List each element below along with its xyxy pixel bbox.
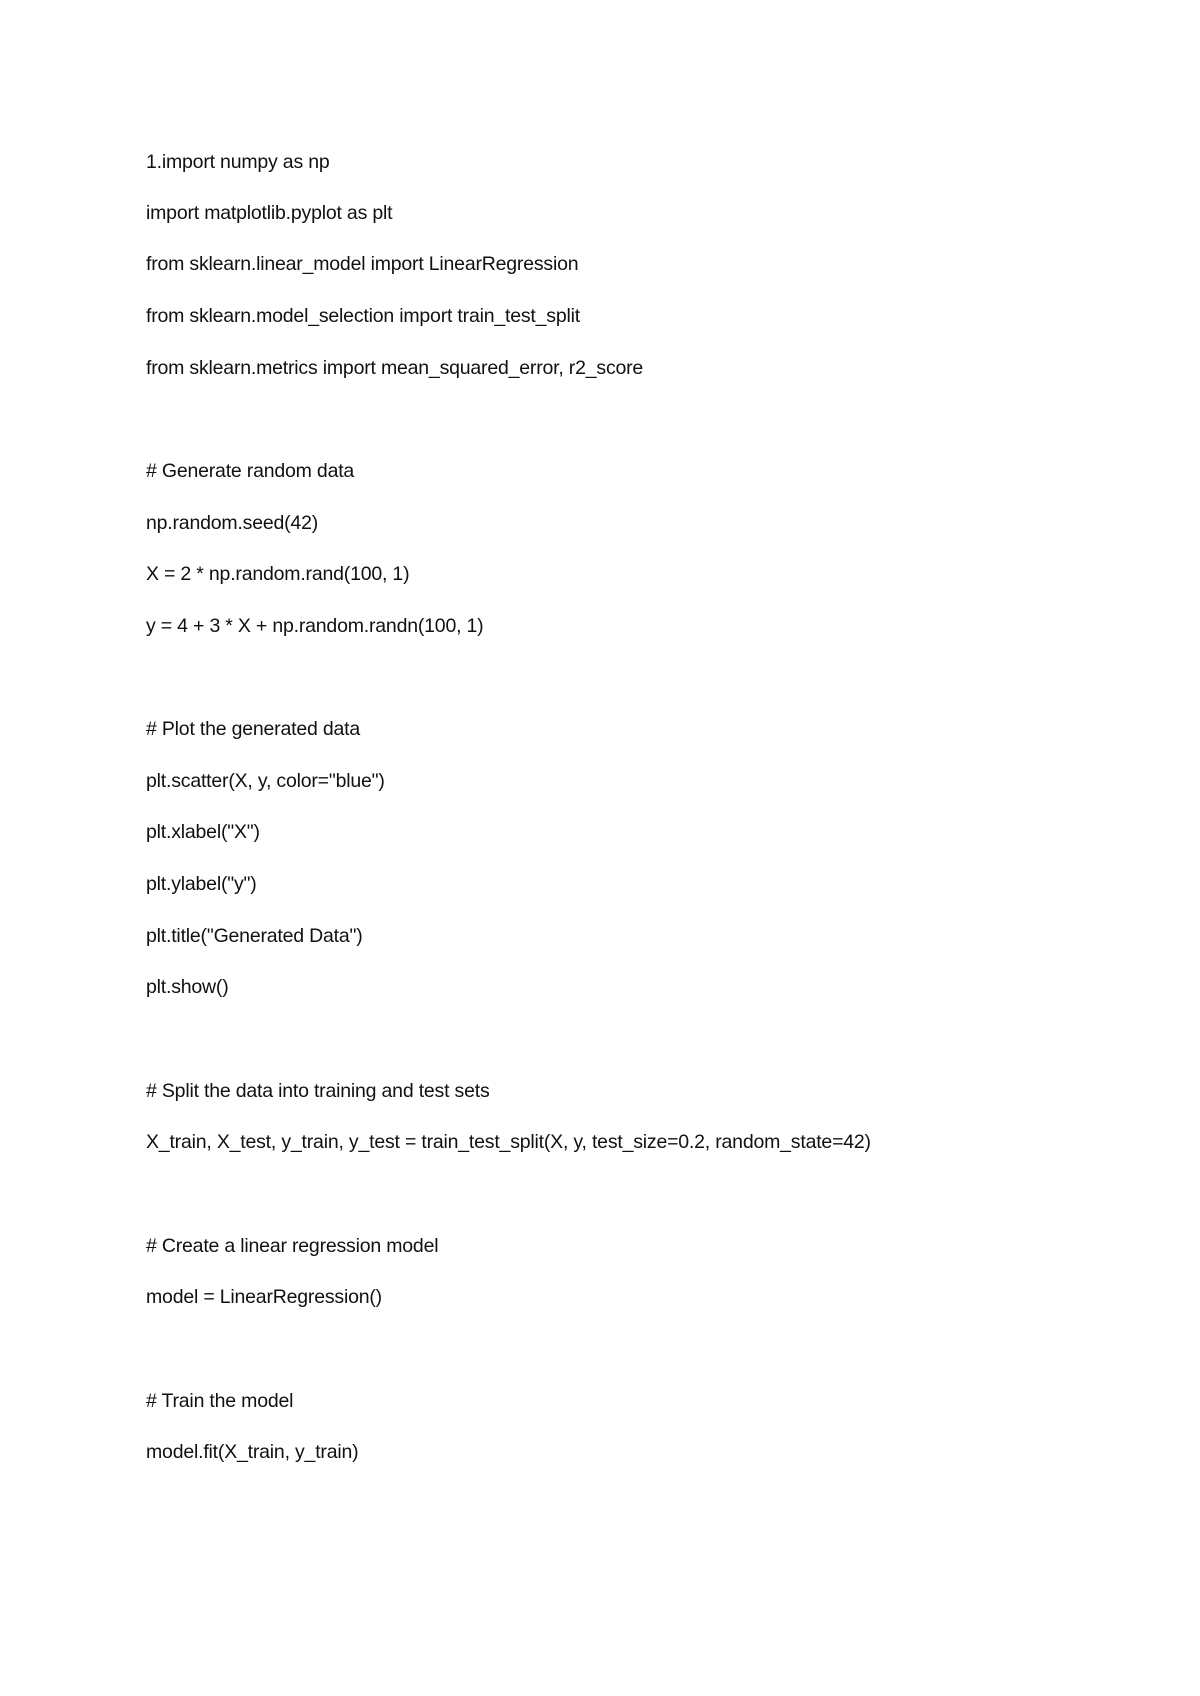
code-line: model = LinearRegression() [146, 1286, 382, 1308]
code-line: y = 4 + 3 * X + np.random.randn(100, 1) [146, 615, 484, 637]
code-line: 1.import numpy as np [146, 151, 330, 173]
code-line: plt.xlabel("X") [146, 821, 260, 843]
code-line: model.fit(X_train, y_train) [146, 1441, 359, 1463]
code-comment: # Train the model [146, 1390, 294, 1412]
code-line: plt.show() [146, 976, 229, 998]
code-line: X = 2 * np.random.rand(100, 1) [146, 563, 410, 585]
code-line: from sklearn.linear_model import LinearRegression [146, 253, 579, 275]
code-line: plt.ylabel("y") [146, 873, 257, 895]
code-line: from sklearn.metrics import mean_squared_error, r2_score [146, 357, 644, 379]
code-comment: # Split the data into training and test sets [146, 1080, 490, 1102]
code-line: np.random.seed(42) [146, 512, 319, 534]
code-line: import matplotlib.pyplot as plt [146, 202, 393, 224]
code-line: plt.title("Generated Data") [146, 925, 363, 947]
code-line: plt.scatter(X, y, color="blue") [146, 770, 385, 792]
code-comment: # Create a linear regression model [146, 1235, 439, 1257]
code-comment: # Plot the generated data [146, 718, 361, 740]
code-comment: # Generate random data [146, 460, 355, 482]
code-line: X_train, X_test, y_train, y_test = train_test_split(X, y, test_size=0.2, random_state=42) [146, 1131, 871, 1153]
code-line: from sklearn.model_selection import train_test_split [146, 305, 580, 327]
